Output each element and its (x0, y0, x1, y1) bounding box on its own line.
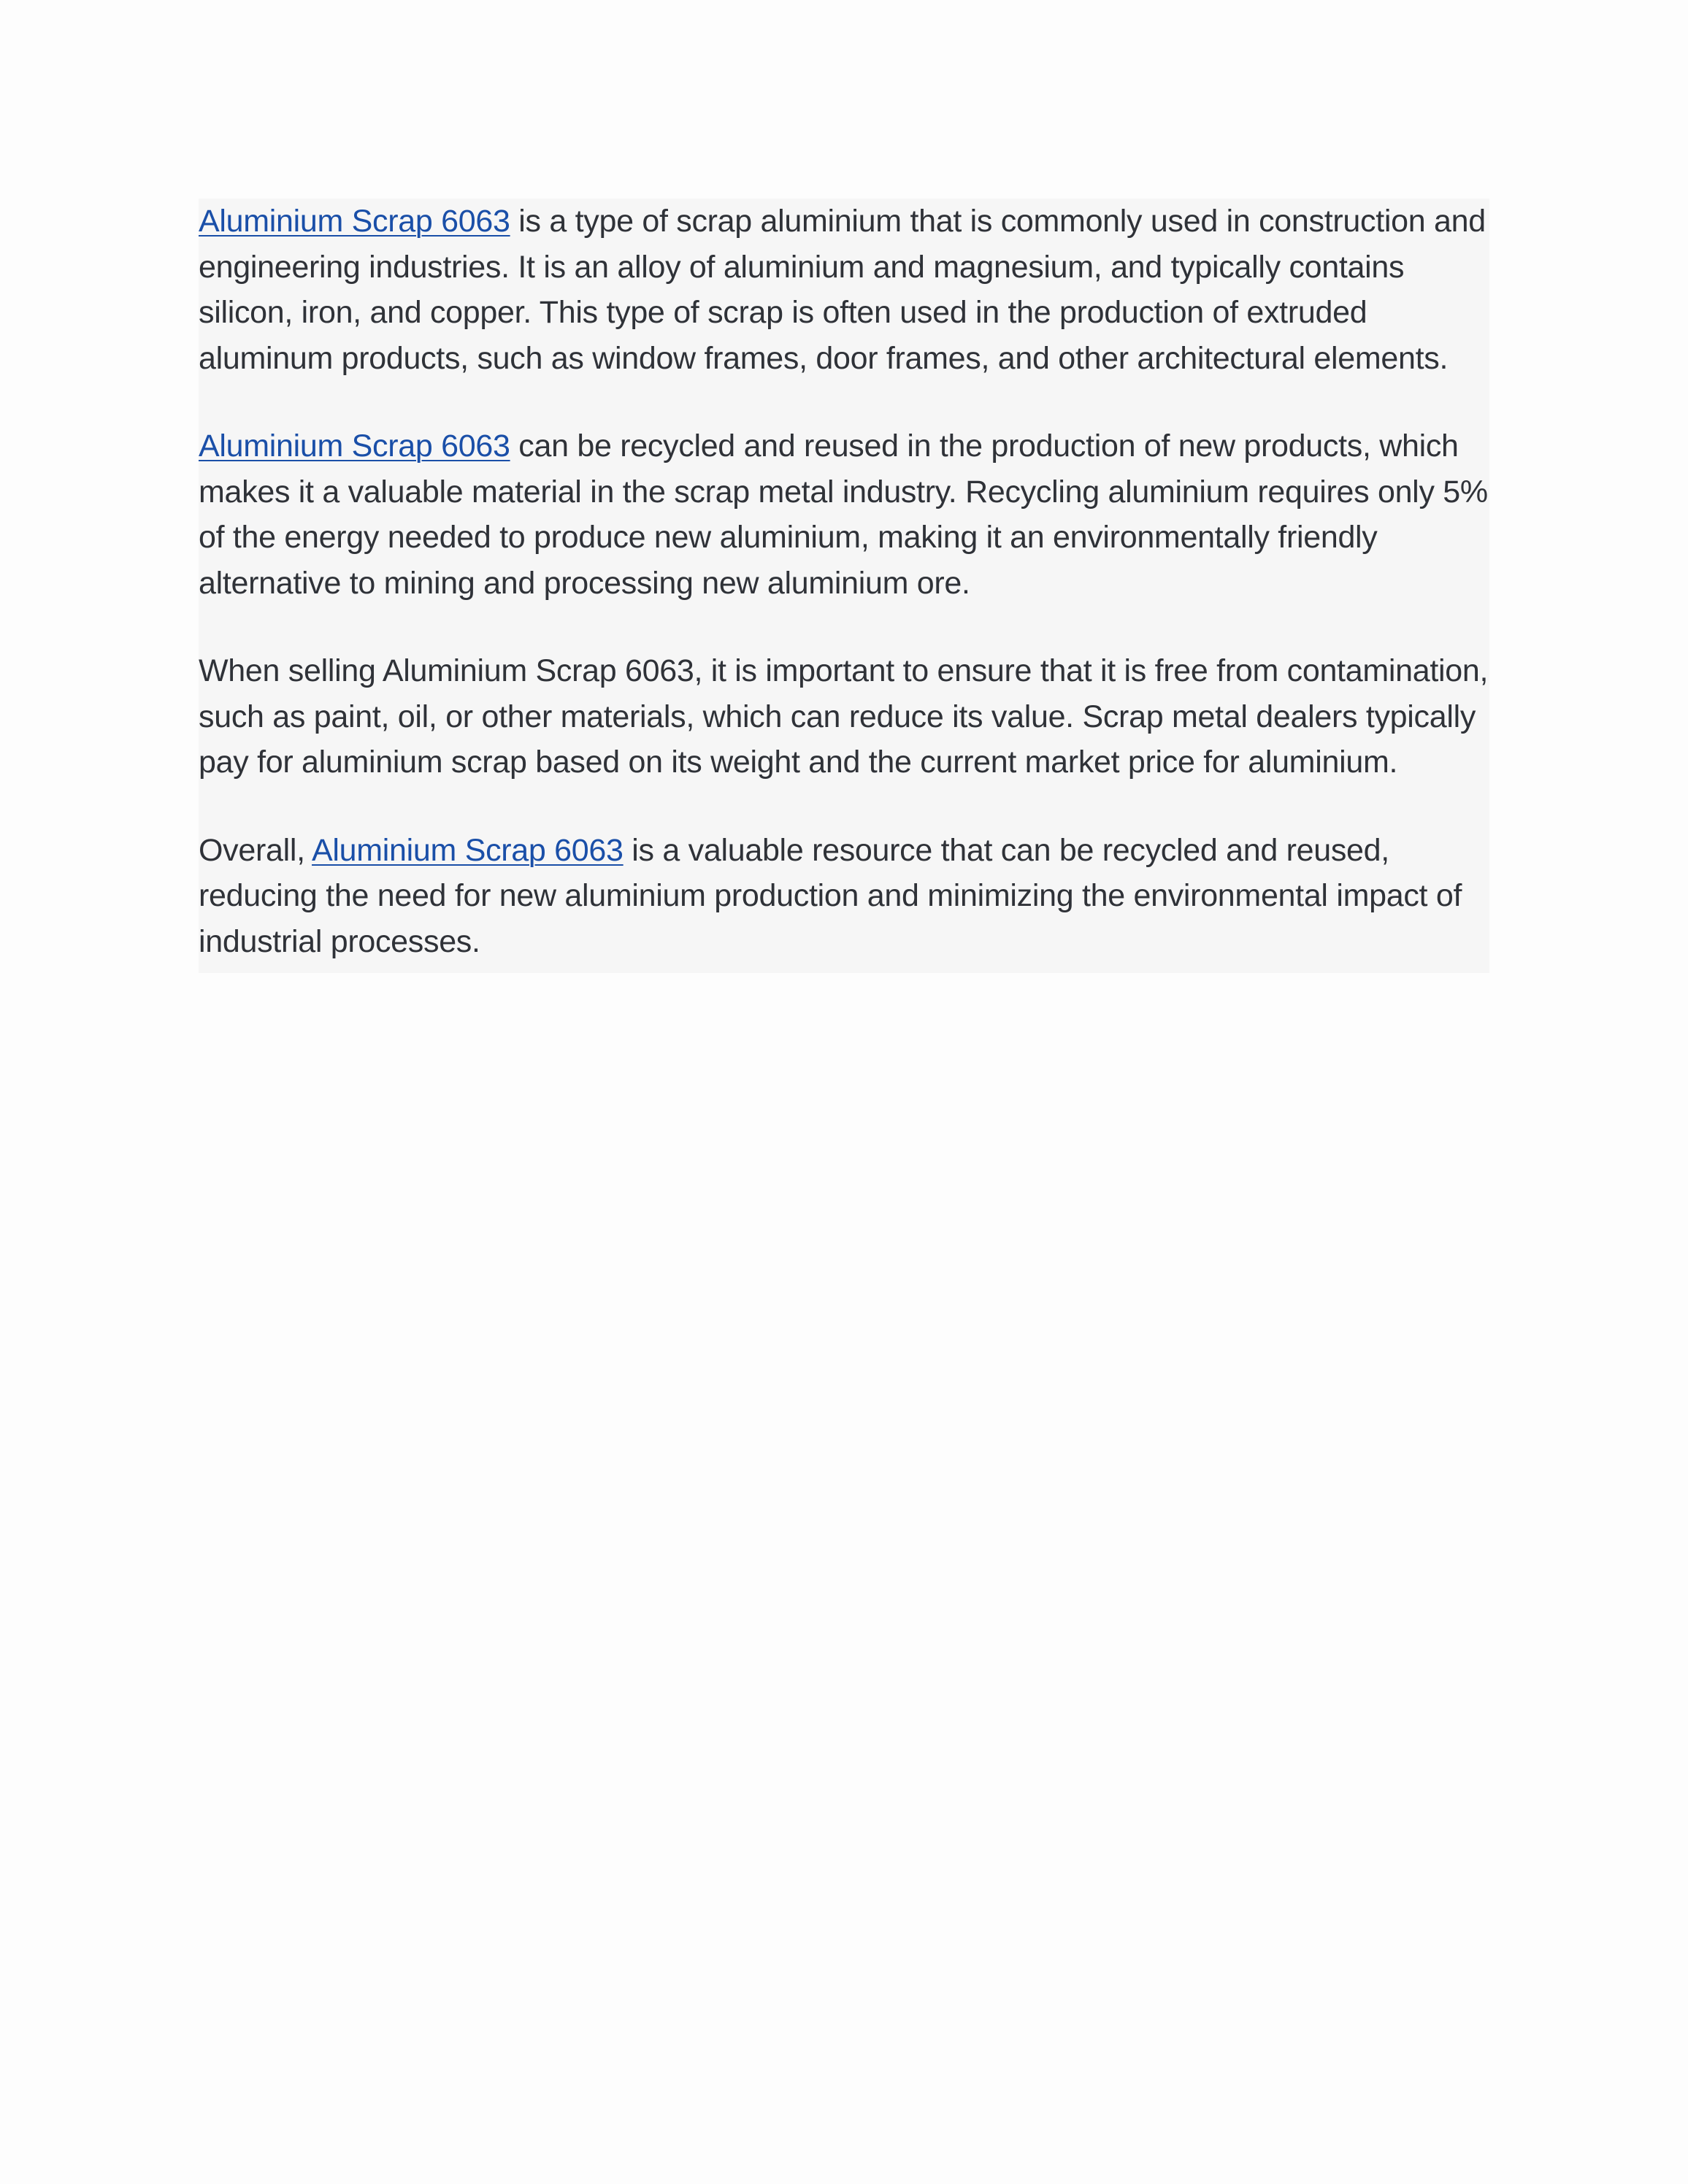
paragraph-4-text-after: is a valuable resource that can be recycled and reused, reducing the need for new aluminium production and minimizing the environmental impact of industrial processes. (199, 832, 1462, 959)
paragraph-4 (199, 828, 1489, 965)
paragraph-3-text: When selling Aluminium Scrap 6063, it is important to ensure that it is free from contamination, such as paint, oil, or other materials, which can reduce its value. Scrap metal dealers typically pay for aluminium scrap based on its weight and the current market price for aluminium. (199, 653, 1489, 780)
paragraph-1-text-after: is a type of scrap aluminium that is commonly used in construction and engineering industries. It is an alloy of aluminium and magnesium, and typically contains silicon, iron, and copper. This type of scrap is often used in the production of extruded aluminum products, such as window frames, door frames, and other architectural elements. (199, 204, 1486, 376)
paragraph-4-text-before: Overall, (199, 832, 312, 868)
aluminium-scrap-6063-link-3[interactable]: Aluminium Scrap 6063 (312, 832, 624, 868)
paragraph-2-text-after: can be recycled and reused in the production of new products, which makes it a valuable material in the scrap metal industry. Recycling aluminium requires only 5% of the energy needed to produce new aluminium, making it an environmentally friendly alternative to mining and processing new aluminium ore. (199, 428, 1488, 601)
aluminium-scrap-6063-link-1[interactable]: Aluminium Scrap 6063 (199, 204, 510, 239)
article-body (199, 199, 1489, 973)
paragraph-2 (199, 423, 1489, 606)
paragraph-3 (199, 648, 1489, 785)
paragraph-1 (199, 199, 1489, 381)
aluminium-scrap-6063-link-2[interactable]: Aluminium Scrap 6063 (199, 428, 510, 464)
